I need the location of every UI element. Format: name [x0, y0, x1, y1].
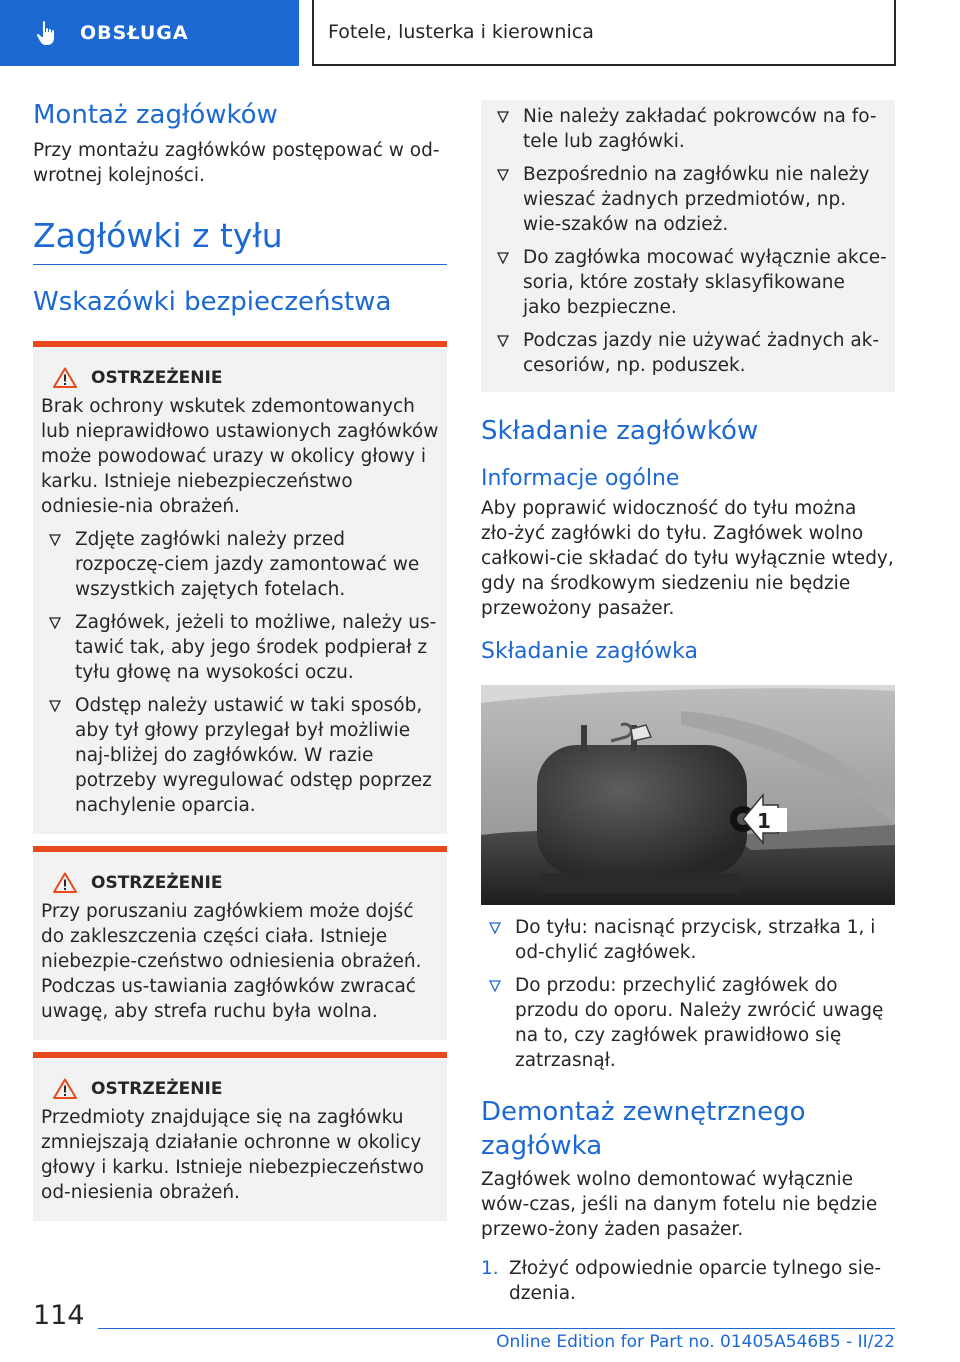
warning-box [33, 1052, 447, 1221]
triangle-bullet-icon [489, 980, 501, 992]
warning-box [33, 341, 447, 834]
callout-number: 1 [757, 809, 771, 833]
list-item [489, 328, 887, 378]
chapter-title: Fotele, lusterka i kierownica [312, 0, 896, 66]
bullet-text: Do tyłu: nacisnąć przycisk, strzałka 1, i od-chylić zagłówek. [515, 917, 876, 963]
triangle-bullet-icon [497, 169, 509, 181]
bullet-text: Podczas jazdy nie używać żadnych ak-cesoriów, np. poduszek. [523, 330, 880, 376]
warning-text: Brak ochrony wskutek zdemontowanych lub nieprawidłowo ustawionych zagłówków może powodować urazy w okolicy głowy i karku. Istnieje niebezpieczeństwo odniesie-nia obrażeń. [41, 396, 439, 517]
headrest-illustration [481, 685, 895, 905]
warning-label: OSTRZEŻENIE [91, 872, 223, 893]
list-item [41, 693, 439, 818]
warning-triangle-icon [53, 872, 77, 893]
bullet-text: Zdjęte zagłówki należy przed rozpoczę-ciem jazdy zamontować we wszystkich zajętych fotelach. [75, 529, 420, 600]
bullet-text: Odstęp należy ustawić w taki sposób, aby tył głowy przylegał był możliwie naj-bliżej do zagłówków. W razie potrzeby wyregulować odstęp poprzez nachylenie oparcia. [75, 695, 432, 816]
bullet-text: Zagłówek, jeżeli to możliwe, należy us-tawić tak, aby jego środek podpierał z tyłu głowę na wysokości oczu. [75, 612, 437, 683]
general-heading: Informacje ogólne [481, 466, 680, 491]
demount-heading: Demontaż zewnętrznego zagłówka [481, 1097, 806, 1161]
list-item [481, 973, 895, 1073]
safety-heading: Wskazówki bezpieczeństwa [33, 287, 392, 317]
triangle-bullet-icon [49, 700, 61, 712]
warning-header [41, 872, 439, 893]
warning-triangle-icon [53, 1078, 77, 1099]
list-item [489, 162, 887, 237]
warning-text: Przedmioty znajdujące się na zagłówku zmniejszają działanie ochronne w okolicy głowy i karku. Istnieje niebezpieczeństwo od-niesienia obrażeń. [41, 1107, 424, 1203]
warning-label: OSTRZEŻENIE [91, 1078, 223, 1099]
rear-heading: Zagłówki z tyłu [33, 216, 283, 255]
step-text: Złożyć odpowiednie oparcie tylnego sie-dzenia. [509, 1258, 882, 1304]
warning-label: OSTRZEŻENIE [91, 367, 223, 388]
mount-text: Przy montażu zagłówków postępować w od-wrotnej kolejności. [33, 140, 440, 186]
section-tab [0, 0, 299, 66]
demount-text: Zagłówek wolno demontować wyłącznie wów-czas, jeśli na danym fotelu nie będzie przewo-żony żaden pasażer. [481, 1169, 878, 1240]
triangle-bullet-icon [489, 922, 501, 934]
warning-header [41, 1078, 439, 1099]
warning-text: Przy poruszaniu zagłówkiem może dojść do zakleszczenia części ciała. Istnieje niebezpie-czeństwo odniesienia obrażeń. Podczas us-tawiania zagłówków zwracać uwagę, aby strefa ruchu była wolna. [41, 901, 422, 1022]
right-column [481, 100, 895, 1306]
safety-notes-box [481, 100, 895, 392]
fold-one-heading: Składanie zagłówka [481, 639, 699, 664]
safety-notes-list [489, 104, 887, 378]
triangle-bullet-icon [497, 335, 509, 347]
triangle-bullet-icon [497, 252, 509, 264]
footer-rule [98, 1328, 895, 1329]
fold-heading: Składanie zagłówków [481, 416, 759, 446]
edition-text: Online Edition for Part no. 01405A546B5 - II/22 [496, 1332, 895, 1352]
list-item [41, 610, 439, 685]
bullet-text: Bezpośrednio na zagłówku nie należy wieszać żadnych przedmiotów, np. wie-szaków na odzież. [523, 164, 870, 235]
list-item [489, 104, 887, 154]
bullet-text: Do przodu: przechylić zagłówek do przodu do oporu. Należy zwrócić uwagę na to, czy zagłówek prawidłowo się zatrzasnął. [515, 975, 884, 1071]
page-header [0, 0, 960, 66]
section-label: OBSŁUGA [80, 22, 189, 44]
headrest-photo [481, 685, 895, 905]
step-number: 1. [481, 1258, 499, 1279]
list-item [41, 527, 439, 602]
list-item [481, 915, 895, 965]
triangle-bullet-icon [49, 534, 61, 546]
warning-header [41, 367, 439, 388]
heading-rule [33, 264, 447, 265]
bullet-text: Nie należy zakładać pokrowców na fo-tele lub zagłówki. [523, 106, 877, 152]
demount-steps [481, 1256, 895, 1306]
triangle-bullet-icon [497, 111, 509, 123]
page-footer [0, 1300, 960, 1362]
page-number: 114 [33, 1300, 85, 1331]
warning-bullets [41, 527, 439, 818]
triangle-bullet-icon [49, 617, 61, 629]
list-item [481, 1256, 895, 1306]
warning-triangle-icon [53, 367, 77, 388]
general-text: Aby poprawić widoczność do tyłu można zło-żyć zagłówki do tyłu. Zagłówek wolno całkowi-cie składać do tyłu wyłącznie wtedy, gdy na środkowym siedzeniu nie będzie przewożony pasażer. [481, 498, 894, 619]
fold-steps-list [481, 915, 895, 1073]
left-column [33, 98, 447, 1221]
list-item [489, 245, 887, 320]
mount-heading: Montaż zagłówków [33, 100, 278, 130]
hand-pointer-icon [32, 18, 62, 48]
bullet-text: Do zagłówka mocować wyłącznie akce-soria, które zostały sklasyfikowane jako bezpieczne. [523, 247, 887, 318]
warning-box [33, 846, 447, 1040]
